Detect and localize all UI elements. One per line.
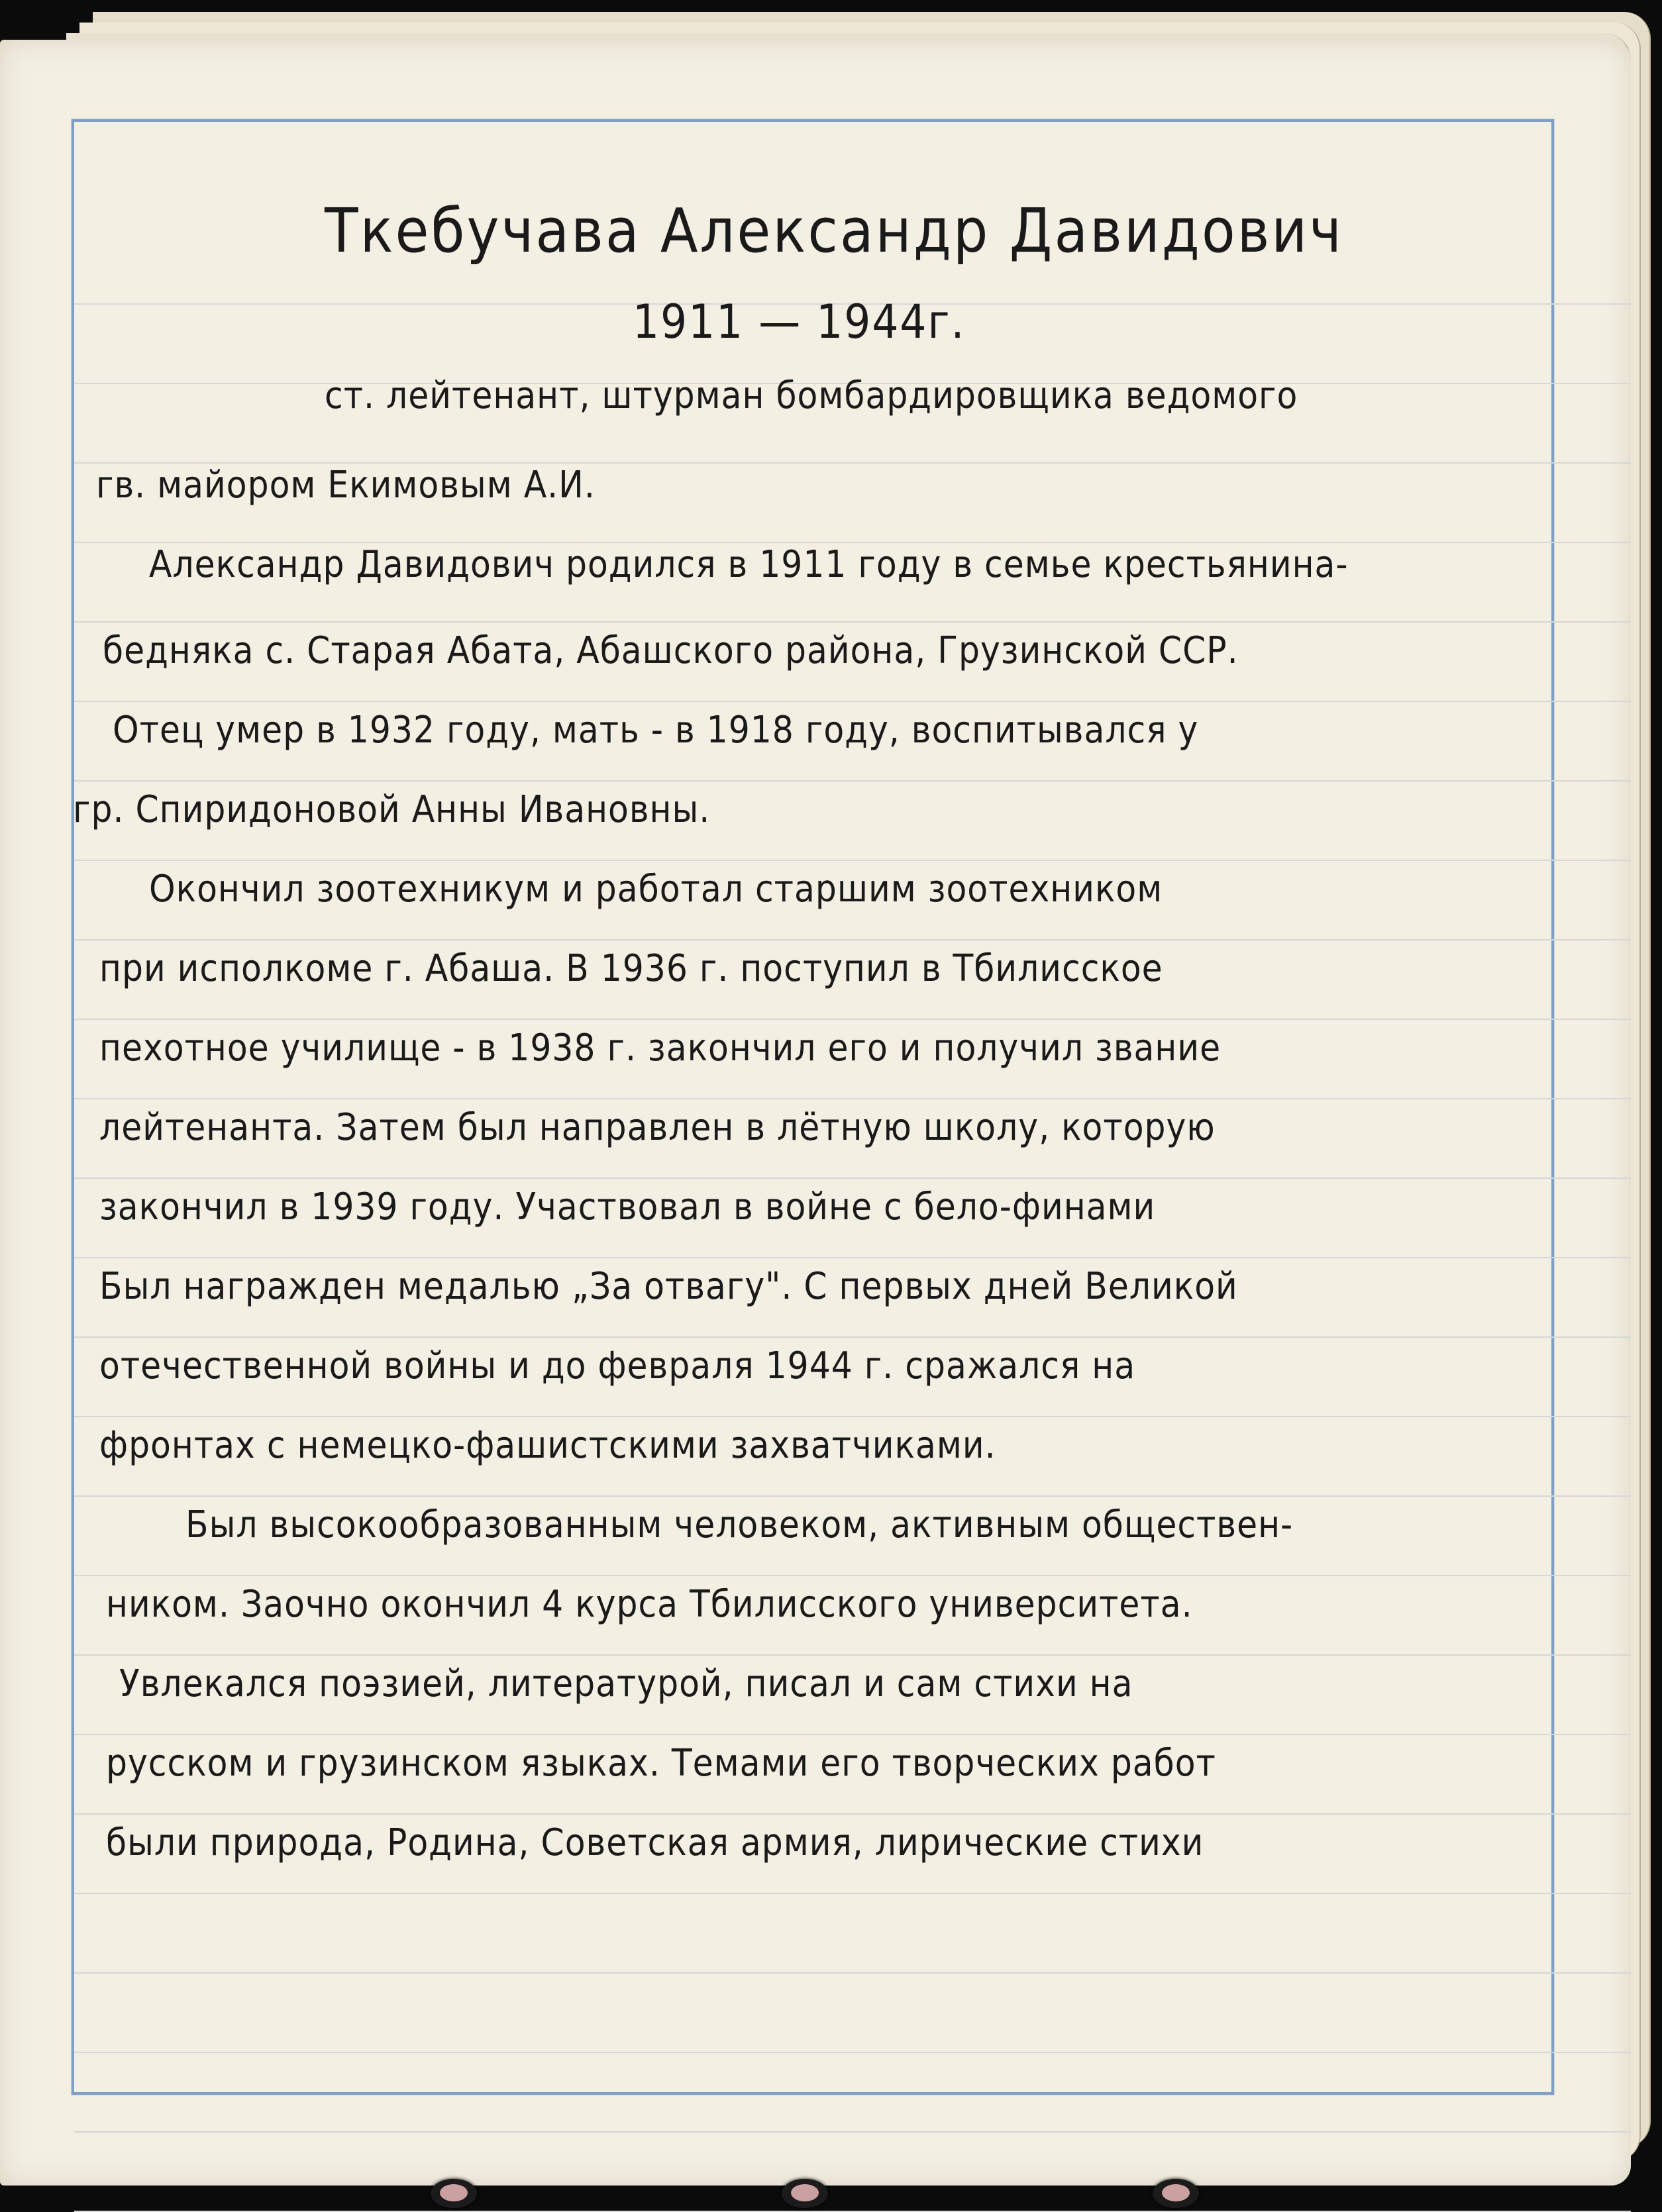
ruling-line — [74, 1813, 1631, 1815]
text-line: Был высокообразованным человеком, активным обществен- — [185, 1503, 1294, 1546]
text-line: при исполкоме г. Абаша. В 1936 г. поступил в Тбилисское — [99, 947, 1163, 990]
ruling-line — [74, 2131, 1631, 2133]
ruling-line — [74, 1178, 1631, 1179]
notebook-page — [0, 40, 1631, 2186]
ruling-line — [74, 1019, 1631, 1020]
page-title: Ткебучава Александр Давидович — [325, 195, 1344, 266]
text-line: русском и грузинском языках. Темами его творческих работ — [106, 1742, 1216, 1785]
text-line: лейтенанта. Затем был направлен в лётную школу, которую — [99, 1106, 1216, 1149]
ruling-line — [74, 860, 1631, 861]
text-line: закончил в 1939 году. Участвовал в войне с бело-финами — [99, 1185, 1156, 1229]
text-line: гр. Спиридоновой Анны Ивановны. — [73, 788, 711, 831]
ruling-line — [74, 621, 1631, 623]
ruling-line — [74, 1257, 1631, 1258]
text-line: отечественной войны и до февраля 1944 г. сражался на — [99, 1344, 1136, 1387]
text-line: бедняка с. Старая Абата, Абашского района, Грузинской ССР. — [103, 629, 1239, 672]
text-line: ст. лейтенант, штурман бомбардировщика ведомого — [325, 374, 1298, 417]
ruling-line — [74, 2052, 1631, 2053]
text-line: были природа, Родина, Советская армия, лирические стихи — [106, 1821, 1204, 1864]
binding-ring — [1153, 2179, 1199, 2208]
text-line: Был награжден медалью „За отвагу". С первых дней Великой — [99, 1265, 1238, 1308]
ruling-line — [74, 939, 1631, 940]
text-line: ником. Заочно окончил 4 курса Тбилисского университета. — [106, 1583, 1193, 1626]
ruling-line — [74, 1734, 1631, 1735]
text-line: фронтах с немецко-фашистскими захватчиками. — [99, 1424, 996, 1467]
text-line: Александр Давидович родился в 1911 году в семье крестьянина- — [149, 543, 1349, 586]
ruling-line — [74, 1893, 1631, 1894]
text-line: гв. майором Екимовым А.И. — [96, 464, 596, 507]
ruling-line — [74, 1495, 1631, 1497]
ruling-line — [74, 1336, 1631, 1338]
binding-ring — [782, 2179, 828, 2208]
life-dates: 1911 — 1944г. — [633, 295, 966, 349]
text-line: Увлекался поэзией, литературой, писал и сам стихи на — [119, 1662, 1133, 1705]
ruling-line — [74, 1972, 1631, 1974]
ruling-line — [74, 1575, 1631, 1576]
text-line: пехотное училище - в 1938 г. закончил его и получил звание — [99, 1027, 1221, 1070]
ruling-line — [74, 701, 1631, 702]
ruling-line — [74, 780, 1631, 781]
binding-ring — [431, 2179, 477, 2208]
ruling-line — [74, 1654, 1631, 1656]
text-line: Окончил зоотехникум и работал старшим зоотехником — [149, 868, 1163, 911]
text-line: Отец умер в 1932 году, мать - в 1918 году, воспитывался у — [113, 709, 1199, 752]
ruling-line — [74, 1416, 1631, 1417]
ruling-line — [74, 1098, 1631, 1099]
